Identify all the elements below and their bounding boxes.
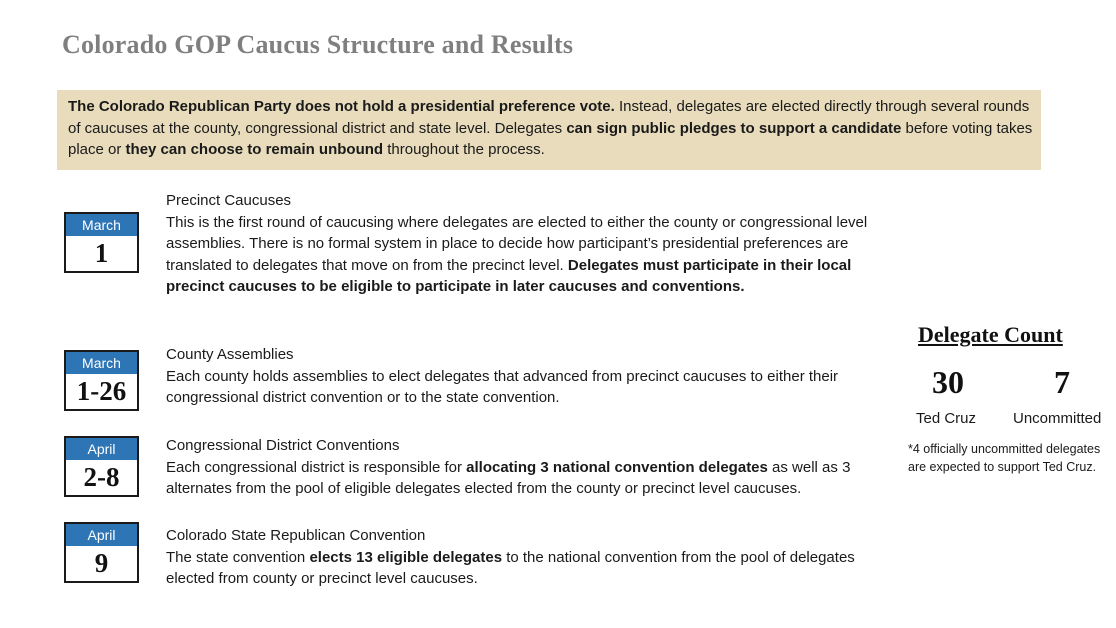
stage-congressional-district-conventions — [166, 435, 896, 500]
cruz-delegate-count: 30 — [932, 364, 964, 400]
calendar-month: April — [66, 524, 137, 546]
calendar-icon-april-9 — [64, 522, 139, 583]
stage-text: The state convention — [166, 548, 310, 566]
intro-text-2: Instead, delegates are elected directly through several rounds of caucuses at the county, congressional district and state level. Delegates — [68, 98, 1030, 137]
calendar-icon-april-2-8 — [64, 436, 139, 497]
uncommitted-delegate-count: 7 — [1054, 364, 1070, 400]
intro-bold-3: can sign public pledges to support a candidate — [566, 119, 902, 137]
intro-bold-5: they can choose to remain unbound — [125, 141, 384, 158]
stage-text: This is the first round of caucusing where delegates are elected to either the county or congressional level assemblies. There is no formal system in place to decide how participant’s presidential preferences are translated to delegates that move on from the precinct level. — [166, 213, 868, 274]
delegate-footnote — [908, 440, 1116, 476]
calendar-icon-march-1 — [64, 212, 139, 273]
cruz-label: Ted Cruz — [916, 410, 977, 427]
stage-county-assemblies — [166, 344, 896, 409]
stage-bold-text: elects 13 eligible delegates — [309, 548, 503, 566]
stage-text-tail: as well as 3 alternates from the pool of eligible delegates elected from the county or precinct level caucuses. — [166, 458, 851, 498]
stage-precinct-caucuses — [166, 190, 896, 298]
stage-title: Colorado State Republican Convention — [166, 527, 426, 544]
calendar-day: 2-8 — [83, 462, 120, 492]
calendar-day: 1-26 — [76, 376, 127, 406]
calendar-day: 1 — [94, 238, 109, 268]
intro-box — [57, 90, 1041, 170]
calendar-icon-march-1-26 — [64, 350, 139, 411]
intro-text-4: before voting takes place or — [68, 119, 1033, 158]
calendar-month: March — [66, 214, 137, 236]
stage-title: Congressional District Conventions — [166, 437, 400, 454]
delegate-count-title: Delegate Count — [918, 322, 1063, 347]
stage-title: County Assemblies — [166, 346, 294, 363]
intro-text-6: throughout the process. — [383, 141, 545, 158]
uncommitted-label: Uncommitted — [1013, 410, 1102, 427]
footnote-line-1: *4 officially uncommitted delegates — [908, 442, 1101, 456]
stage-title: Precinct Caucuses — [166, 192, 292, 209]
stage-bold-text: Delegates must participate in their local precinct caucuses to be eligible to participate in later caucuses and conventions. — [166, 256, 852, 296]
calendar-month: March — [66, 352, 137, 374]
stage-state-convention — [166, 525, 896, 590]
footnote-line-2: are expected to support Ted Cruz. — [908, 460, 1097, 474]
stage-text-tail: to the national convention from the pool of delegates elected from county or precinct level caucuses. — [166, 548, 855, 588]
stage-text: Each congressional district is responsible for — [166, 458, 467, 476]
intro-bold-1: The Colorado Republican Party does not hold a presidential preference vote. — [68, 98, 615, 115]
stage-text: Each county holds assemblies to elect delegates that advanced from precinct caucuses to either their congressional district convention or to the state convention. — [166, 367, 839, 407]
stage-bold-text: allocating 3 national convention delegates — [466, 458, 768, 476]
calendar-day: 9 — [94, 548, 109, 578]
calendar-month: April — [66, 438, 137, 460]
page-title: Colorado GOP Caucus Structure and Results — [62, 30, 574, 59]
